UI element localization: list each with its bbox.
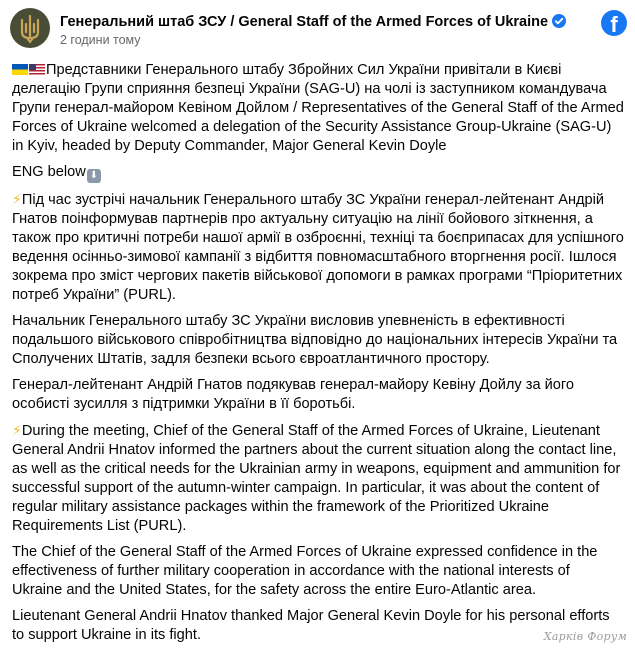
post-header xyxy=(10,8,627,48)
post-text-eng-below: ENG below xyxy=(12,164,86,180)
post-text-en-confidence: The Chief of the General Staff of the Armed Forces of Ukraine expressed confidence in the effectiveness of further military cooperation in accordance with the national interests of Ukraine and the United States, for the safety across the entire Euro-Atlantic area. xyxy=(12,544,598,598)
post-text-ua-thanks: Генерал-лейтенант Андрій Гнатов подякував генерал-майору Кевіну Дойлу за його особисті зусилля з підтримки України в її боротьбі. xyxy=(12,377,575,412)
post-text-ua-meeting: Під час зустрічі начальник Генерального штабу ЗС України генерал-лейтенант Андрій Гнатов поінформував партнерів про актуальну ситуацію на лінії бойового зіткнення, а також про критичні потреби нашої армії в озброєнні, техніці та боєприпасах для успішного ведення осінньо-зимової кампанії з відбиття повномасштабного вторгнення росії. Ішлося зокрема про зміст чергових пакетів військової допомоги в рамках програми “Пріоритетних потреб України” (PURL). xyxy=(12,192,624,303)
page-avatar[interactable] xyxy=(10,8,50,48)
down-arrow-icon: ⬇ xyxy=(87,169,101,183)
lightning-icon: ⚡ xyxy=(12,422,22,438)
lightning-icon: ⚡ xyxy=(12,191,22,207)
usa-flag-icon xyxy=(29,64,45,75)
post-body xyxy=(12,61,624,652)
post-text-en-meeting: During the meeting, Chief of the General Staff of the Armed Forces of Ukraine, Lieutenant General Andrii Hnatov informed the partners about the current situation along the contact line, as well as the critical needs for the Ukrainian army in weapons, equipment and ammunition for successful support of the autumn-winter campaign. In particular, it was about the content of regular military assistance packages within the framework of the Prioritized Ukraine Requirements List (PURL). xyxy=(12,423,621,534)
post-paragraph-ua-meeting xyxy=(12,190,624,305)
post-text-en-thanks: Lieutenant General Andrii Hnatov thanked Major General Kevin Doyle for his personal efforts to support Ukraine in its fight. xyxy=(12,608,610,643)
trident-icon xyxy=(10,8,50,48)
post-paragraph-ua-confidence xyxy=(12,312,624,369)
watermark: Харків Форум xyxy=(543,630,627,643)
post-text-intro: Представники Генерального штабу Збройних Сил України привітали в Києві делегацію Групи сприяння безпеці України (SAG-U) на чолі із заступником командувача Групи генерал-майором Кевіном Дойлом / Representatives of the General Staff of the Armed Forces of Ukraine welcomed a delegation of the Security Assistance Group-Ukraine (SAG-U) in Kyiv, headed by Deputy Commander, Major General Kevin Doyle xyxy=(12,62,624,154)
ukraine-flag-icon xyxy=(12,64,28,75)
page-name-row xyxy=(60,14,566,30)
post-paragraph-ua-thanks xyxy=(12,376,624,414)
post-text-ua-confidence: Начальник Генерального штабу ЗС України висловив упевненість в ефективності подальшого військового співробітництва відповідно до національних інтересів України та Сполучених Штатів, задля безпеки всього євроатлантичного простору. xyxy=(12,313,618,367)
verified-badge-icon xyxy=(552,14,566,28)
post-paragraph-en-meeting xyxy=(12,421,624,536)
post-paragraph-eng-below xyxy=(12,163,624,183)
facebook-logo-icon: f xyxy=(601,10,627,36)
page-name-link[interactable]: Генеральний штаб ЗСУ / General Staff of the Armed Forces of Ukraine xyxy=(60,14,549,30)
post-paragraph-en-thanks xyxy=(12,607,624,645)
post-paragraph-en-confidence xyxy=(12,543,624,600)
post-timestamp[interactable]: 2 години тому xyxy=(60,33,141,47)
post-paragraph-intro xyxy=(12,61,624,156)
